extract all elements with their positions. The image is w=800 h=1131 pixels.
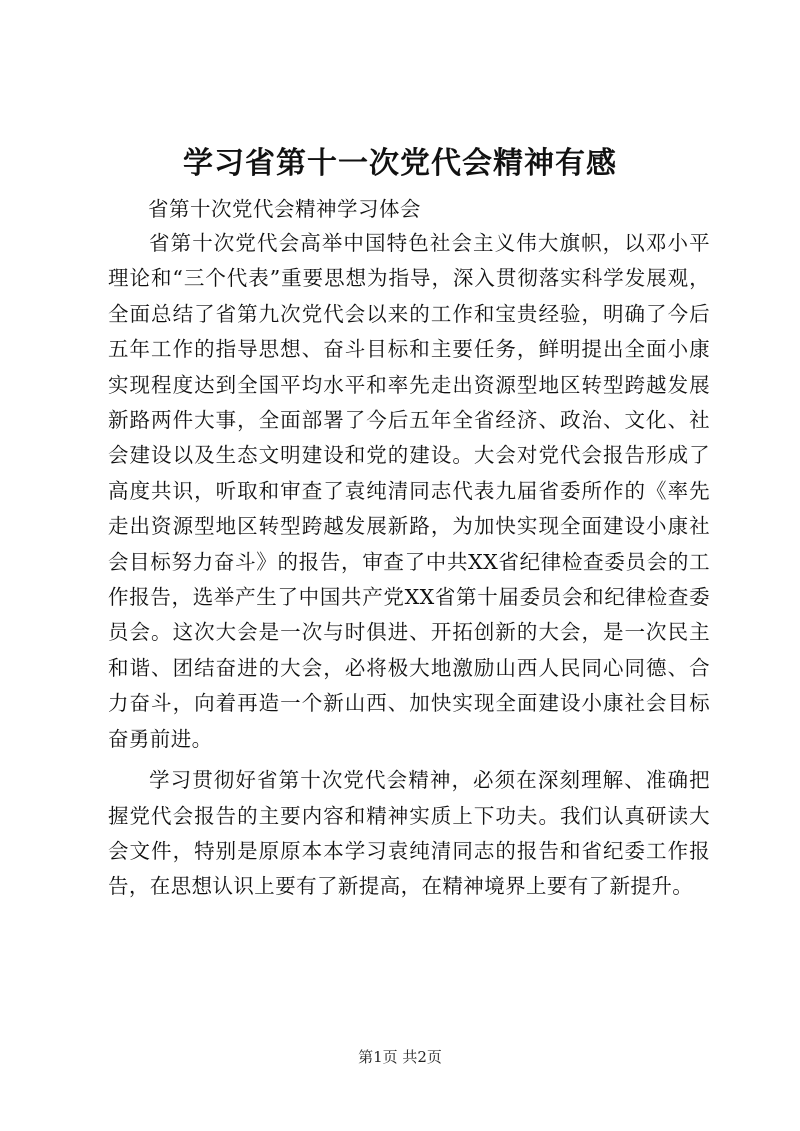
document-title: 学习省第十一次党代会精神有感 (183, 146, 617, 181)
document-subtitle: 省第十次党代会精神学习体会 (148, 197, 421, 221)
page-footer: 第1页 共2页 (358, 1048, 442, 1066)
document-body (108, 226, 710, 911)
body-paragraph: 省第十次党代会高举中国特色社会主义伟大旗帜，以邓小平理论和“三个代表”重要思想为指导，深入贯彻落实科学发展观，全面总结了省第九次党代会以来的工作和宝贵经验，明确了今后五年工作的指导思想、奋斗目标和主要任务，鲜明提出全面小康实现程度达到全国平均水平和率先走出资源型地区转型跨越发展新路两件大事，全面部署了今后五年全省经济、政治、文化、社会建设以及生态文明建设和党的建设。大会对党代会报告形成了高度共识，听取和审查了袁纯清同志代表九届省委所作的《率先走出资源型地区转型跨越发展新路，为加快实现全面建设小康社会目标努力奋斗》的报告，审查了中共XX省纪律检查委员会的工作报告，选举产生了中国共产党XX省第十届委员会和纪律检查委员会。这次大会是一次与时俱进、开拓创新的大会，是一次民主和谐、团结奋进的大会，必将极大地激励山西人民同心同德、合力奋斗，向着再造一个新山西、加快实现全面建设小康社会目标奋勇前进。 (108, 231, 710, 751)
body-paragraph: 学习贯彻好省第十次党代会精神，必须在深刻理解、准确把握党代会报告的主要内容和精神实质上下功夫。我们认真研读大会文件，特别是原原本本学习袁纯清同志的报告和省纪委工作报告，在思想认识上要有了新提高，在精神境界上要有了新提升。 (108, 768, 710, 899)
